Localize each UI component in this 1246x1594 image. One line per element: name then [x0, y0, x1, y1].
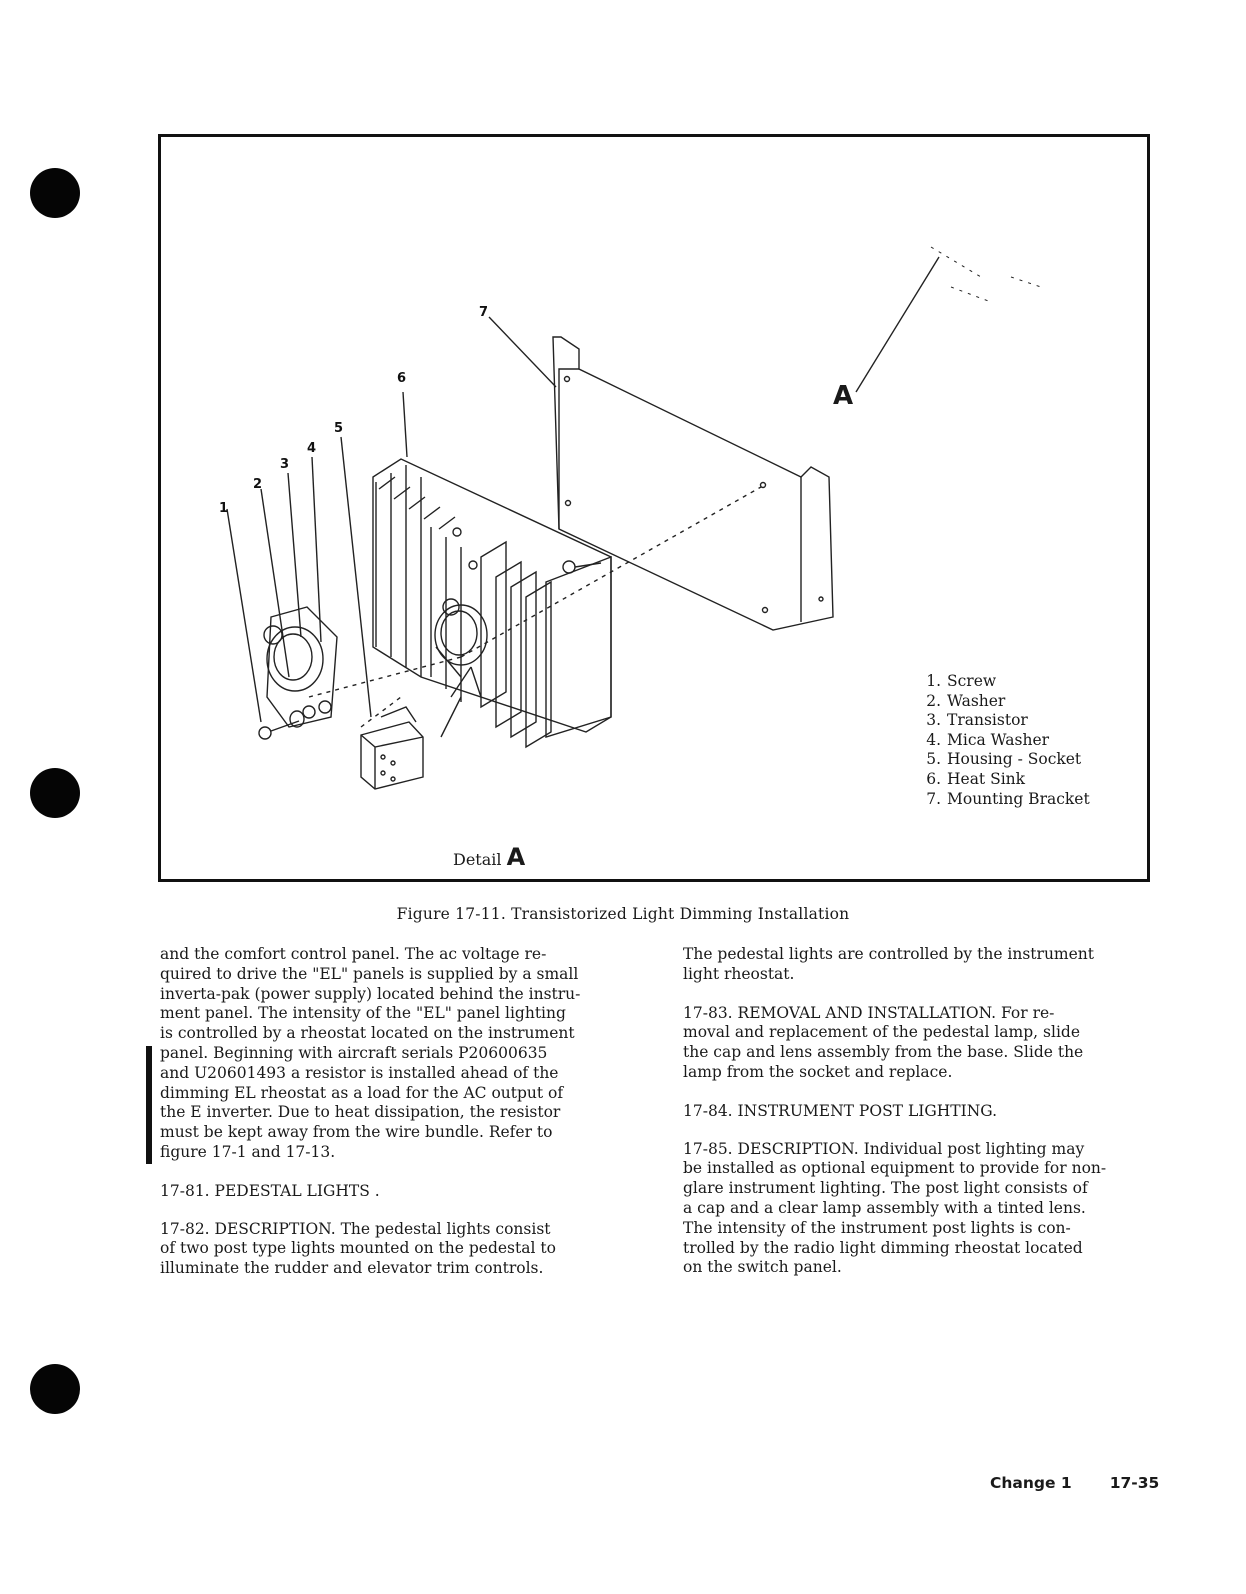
- screw: [259, 561, 601, 739]
- callout-2: 2: [253, 477, 263, 492]
- callout-5: 5: [334, 421, 344, 436]
- right-column: [683, 945, 1153, 1297]
- leader-line-7: [489, 317, 556, 387]
- legend-item: 3. Transistor: [926, 711, 1028, 730]
- page-footer: [990, 1474, 1197, 1492]
- housing-socket: [361, 667, 471, 789]
- figure-frame: [158, 134, 1150, 882]
- paragraph-17-83: 17-83. REMOVAL AND INSTALLATION. For re- moval and replacement of the pedestal lamp, slide the cap and lens assembly from the base. Slide the lamp from the socket and replace.: [683, 1003, 1084, 1081]
- mounting-bracket: [553, 337, 833, 630]
- section-heading-17-84: 17-84. INSTRUMENT POST LIGHTING.: [683, 1101, 998, 1120]
- paragraph-pedestal-control: The pedestal lights are controlled by the instrument light rheostat.: [683, 945, 1095, 983]
- callout-3: 3: [280, 457, 290, 472]
- figure-caption: Figure 17-11. Transistorized Light Dimming Installation: [396, 905, 850, 923]
- legend-item: 1. Screw: [926, 672, 997, 690]
- heat-sink: [373, 459, 611, 747]
- change-notice: Change 1: [990, 1474, 1072, 1492]
- callout-6: 6: [397, 371, 407, 386]
- page-number: 17-35: [1109, 1474, 1160, 1492]
- leader-line-6: [403, 392, 407, 457]
- parts-legend: [911, 672, 1090, 809]
- leader-line-5: [341, 437, 371, 717]
- legend-item: 4. Mica Washer: [926, 730, 1050, 749]
- paragraph-17-82: 17-82. DESCRIPTION. The pedestal lights consist of two post type lights mounted on the pedestal to illuminate the rudder and elevator trim controls.: [160, 1219, 556, 1278]
- detail-label: Detail A: [453, 843, 526, 871]
- view-letter: A: [833, 381, 854, 411]
- legend-item: 6. Heat Sink: [926, 769, 1026, 788]
- section-heading-17-81: 17-81. PEDESTAL LIGHTS .: [160, 1181, 380, 1200]
- binder-hole: [30, 768, 80, 818]
- leader-line-1: [227, 509, 261, 722]
- legend-item: 2. Washer: [926, 691, 1006, 710]
- left-column: [160, 945, 630, 1298]
- paragraph-17-85: 17-85. DESCRIPTION. Individual post lighting may be installed as optional equipment to provide for non- glare instrument lighting. The post light consists of a cap and a clear lamp assembly with a tinted lens. The intensity of the instrument post lights is con- trolled by the radio light dimming rheostat located on the switch panel.: [683, 1139, 1107, 1277]
- legend-item: 5. Housing - Socket: [926, 750, 1082, 769]
- callout-4: 4: [307, 441, 317, 456]
- legend-item: 7. Mounting Bracket: [926, 789, 1090, 808]
- binder-hole: [30, 168, 80, 218]
- change-bar: [146, 1046, 152, 1164]
- paragraph-el-panels: and the comfort control panel. The ac voltage re- quired to drive the "EL" panels is supplied by a small inverta-pak (power supply) located behind the instru- ment panel. The intensity of the "EL" panel lighting is controlled by a rheostat located on the instrument panel. Beginning with aircraft serials P20600635 and U20601493 a resistor is installed ahead of the dimming EL rheostat as a load for the AC output of the E inverter. Due to heat dissipation, the resistor must be kept away from the wire bundle. Refer to figure 17-1 and 17-13.: [160, 945, 581, 1161]
- callout-1: 1: [219, 501, 229, 516]
- leader-line-detail: [856, 257, 939, 392]
- binder-hole: [30, 1364, 80, 1414]
- callout-7: 7: [479, 305, 489, 320]
